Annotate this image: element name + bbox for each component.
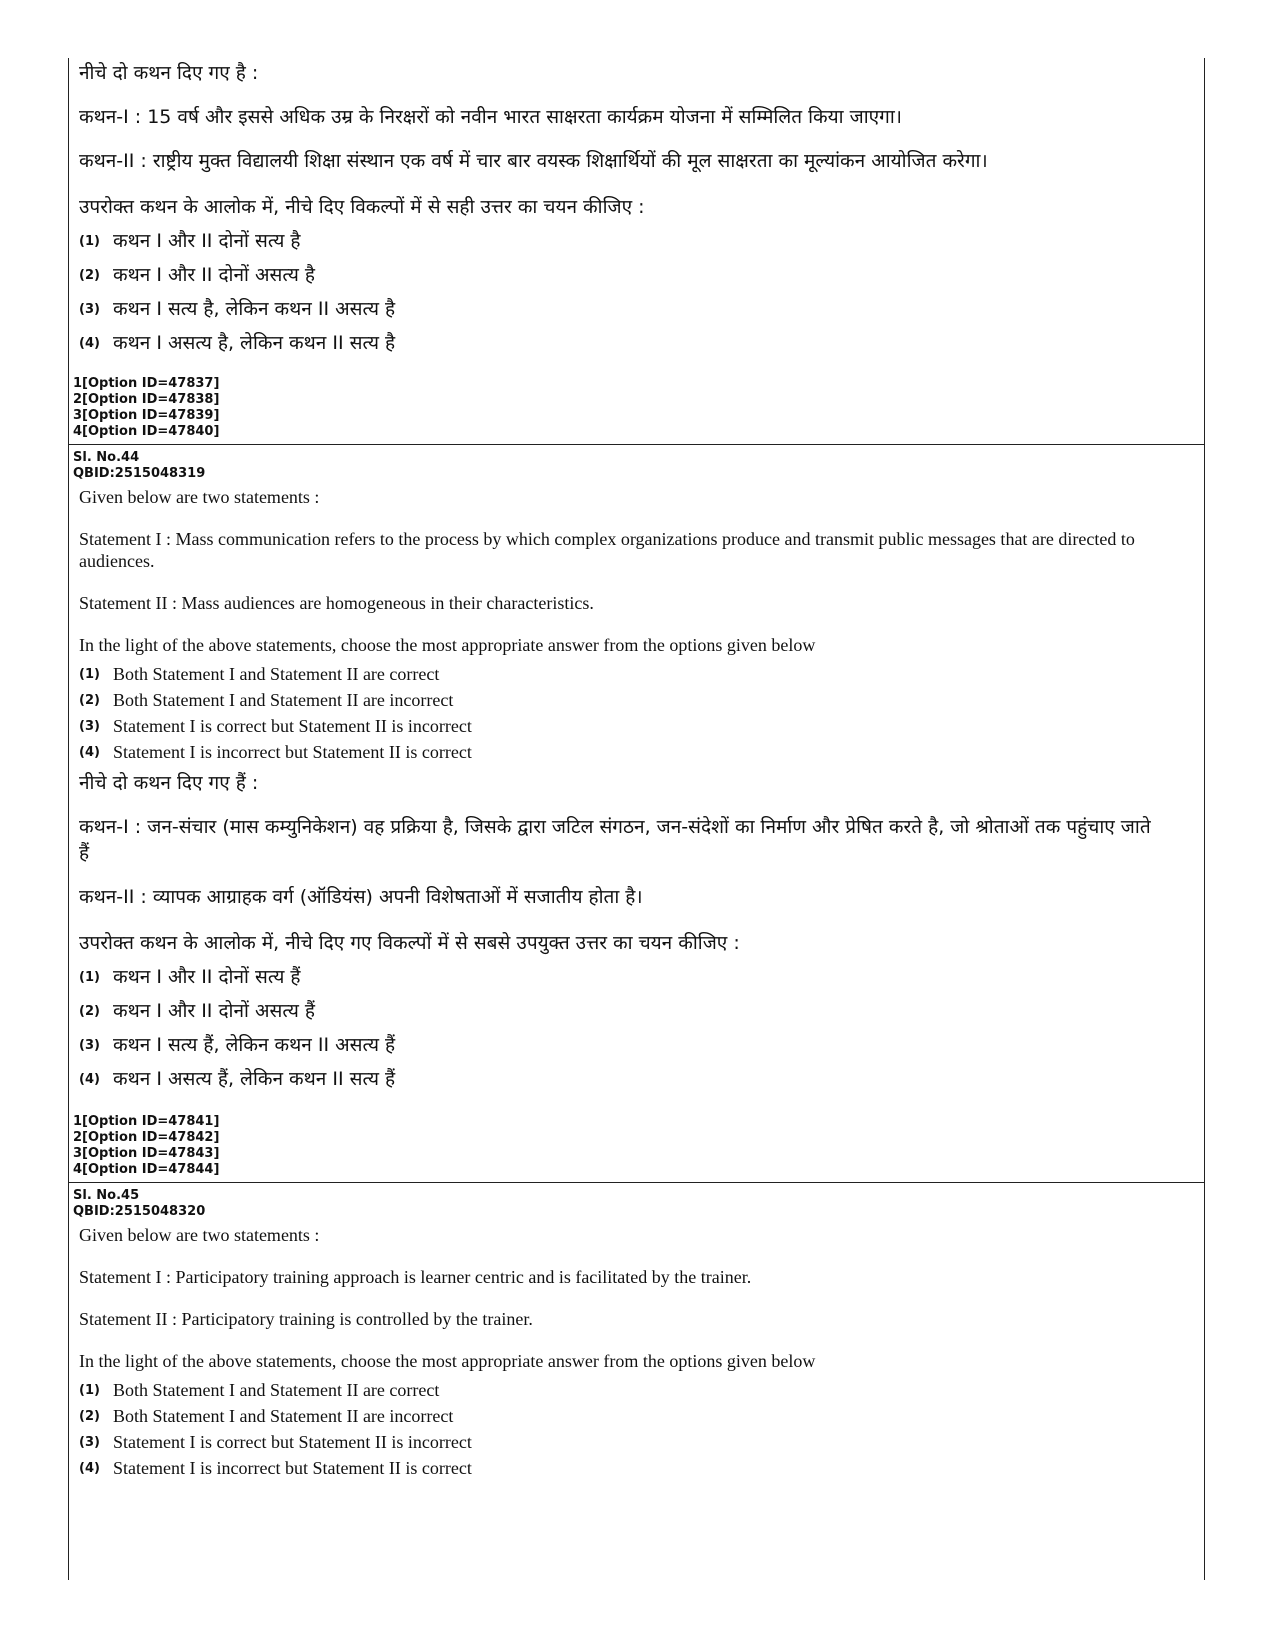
section-divider (69, 1182, 1204, 1183)
q45-english-statement-2: Statement II : Participatory training is controlled by the trainer. (79, 1309, 533, 1329)
q44-english-prompt: In the light of the above statements, choose the most appropriate answer from the options given below (79, 635, 816, 655)
option-id: 4[Option ID=47840] (73, 424, 220, 439)
option-number: (2) (79, 692, 100, 708)
q45-header (69, 1188, 1204, 1220)
option-text: Both Statement I and Statement II are correct (113, 1380, 440, 1400)
option-number: (3) (79, 1037, 100, 1053)
option-text: Statement I is incorrect but Statement II is correct (113, 742, 472, 762)
option-number: (1) (79, 1382, 100, 1398)
q44-hi-option-1 (69, 964, 1204, 990)
option-number: (1) (79, 666, 100, 682)
q43-option-3 (69, 296, 1204, 322)
q44-option-ids (69, 1114, 1204, 1178)
q43-hindi-intro: नीचे दो कथन दिए गए है : (79, 62, 259, 84)
q43-hindi-prompt: उपरोक्त कथन के आलोक में, नीचे दिए विकल्पों में से सही उत्तर का चयन कीजिए : (79, 196, 645, 218)
option-text: कथन I सत्य हैं, लेकिन कथन II असत्य हैं (113, 1034, 396, 1056)
serial-number: Sl. No.45 (73, 1188, 140, 1203)
option-text: कथन I सत्य है, लेकिन कथन II असत्य है (113, 298, 396, 320)
q43-option-4 (69, 330, 1204, 356)
option-text: Both Statement I and Statement II are incorrect (113, 1406, 454, 1426)
option-number: (1) (79, 233, 100, 249)
option-text: Statement I is incorrect but Statement II is correct (113, 1458, 472, 1478)
option-text: Statement I is correct but Statement II is incorrect (113, 716, 472, 736)
qbid: QBID:2515048319 (73, 466, 206, 481)
q44-en-option-1 (69, 663, 1204, 685)
q43-option-ids (69, 376, 1204, 440)
option-number: (2) (79, 1003, 100, 1019)
option-number: (4) (79, 744, 100, 760)
option-id: 4[Option ID=47844] (73, 1162, 220, 1177)
option-id: 2[Option ID=47838] (73, 392, 220, 407)
q44-header (69, 450, 1204, 482)
option-text: कथन I और II दोनों सत्य है (113, 230, 301, 252)
option-number: (3) (79, 301, 100, 317)
q45-english-intro: Given below are two statements : (79, 1225, 320, 1245)
q43-hindi-statement-1: कथन-I : 15 वर्ष और इससे अधिक उम्र के निरक्षरों को नवीन भारत साक्षरता कार्यक्रम योजना में सम्मिलित किया जाएगा। (79, 106, 902, 128)
q44-english-statement-2: Statement II : Mass audiences are homogeneous in their characteristics. (79, 593, 594, 613)
option-number: (2) (79, 1408, 100, 1424)
option-text: कथन I असत्य है, लेकिन कथन II सत्य है (113, 332, 396, 354)
q44-hi-option-3 (69, 1032, 1204, 1058)
option-text: कथन I और II दोनों असत्य हैं (113, 1000, 315, 1022)
q44-english-intro: Given below are two statements : (79, 487, 320, 507)
option-number: (3) (79, 718, 100, 734)
q44-english-statement-1: Statement I : Mass communication refers to the process by which complex organizations produce and transmit public messages that are directed to audiences. (79, 529, 1135, 571)
option-text: Both Statement I and Statement II are incorrect (113, 690, 454, 710)
q45-en-option-2 (69, 1405, 1204, 1427)
option-text: कथन I और II दोनों असत्य है (113, 264, 315, 286)
q43-hindi-statement-2: कथन-II : राष्ट्रीय मुक्त विद्यालयी शिक्षा संस्थान एक वर्ष में चार बार वयस्क शिक्षार्थियों की मूल साक्षरता का मूल्यांकन आयोजित करेगा। (79, 150, 988, 172)
option-id: 3[Option ID=47843] (73, 1146, 220, 1161)
option-number: (1) (79, 969, 100, 985)
option-text: कथन I और II दोनों सत्य हैं (113, 966, 301, 988)
option-number: (4) (79, 1071, 100, 1087)
q44-hindi-intro: नीचे दो कथन दिए गए हैं : (79, 772, 259, 794)
option-id: 1[Option ID=47837] (73, 376, 220, 391)
option-text: Statement I is correct but Statement II is incorrect (113, 1432, 472, 1452)
q45-en-option-1 (69, 1379, 1204, 1401)
section-divider (69, 444, 1204, 445)
q45-en-option-3 (69, 1431, 1204, 1453)
q44-hindi-statement-1: कथन-I : जन-संचार (मास कम्युनिकेशन) वह प्रक्रिया है, जिसके द्वारा जटिल संगठन, जन-संदेशों का निर्माण और प्रेषित करते है, जो श्रोताओं तक पहुंचाए जाते हैं (79, 816, 1151, 864)
option-id: 3[Option ID=47839] (73, 408, 220, 423)
q44-hi-option-2 (69, 998, 1204, 1024)
q43-option-2 (69, 262, 1204, 288)
q44-hindi-prompt: उपरोक्त कथन के आलोक में, नीचे दिए गए विकल्पों में से सबसे उपयुक्त उत्तर का चयन कीजिए : (79, 932, 740, 954)
q44-en-option-3 (69, 715, 1204, 737)
option-number: (3) (79, 1434, 100, 1450)
q44-hindi-statement-2: कथन-II : व्यापक आग्राहक वर्ग (ऑडियंस) अपनी विशेषताओं में सजातीय होता है। (79, 886, 643, 908)
serial-number: Sl. No.44 (73, 450, 140, 465)
q45-english-statement-1: Statement I : Participatory training approach is learner centric and is facilitated by the trainer. (79, 1267, 752, 1287)
question-paper-frame (68, 58, 1205, 1580)
q45-en-option-4 (69, 1457, 1204, 1479)
option-text: कथन I असत्य हैं, लेकिन कथन II सत्य हैं (113, 1068, 396, 1090)
option-number: (4) (79, 335, 100, 351)
option-id: 2[Option ID=47842] (73, 1130, 220, 1145)
q44-en-option-2 (69, 689, 1204, 711)
q45-english-prompt: In the light of the above statements, choose the most appropriate answer from the options given below (79, 1351, 816, 1371)
q44-en-option-4 (69, 741, 1204, 763)
option-number: (2) (79, 267, 100, 283)
q43-option-1 (69, 228, 1204, 254)
option-text: Both Statement I and Statement II are correct (113, 664, 440, 684)
qbid: QBID:2515048320 (73, 1204, 206, 1219)
option-id: 1[Option ID=47841] (73, 1114, 220, 1129)
option-number: (4) (79, 1460, 100, 1476)
q44-hi-option-4 (69, 1066, 1204, 1092)
